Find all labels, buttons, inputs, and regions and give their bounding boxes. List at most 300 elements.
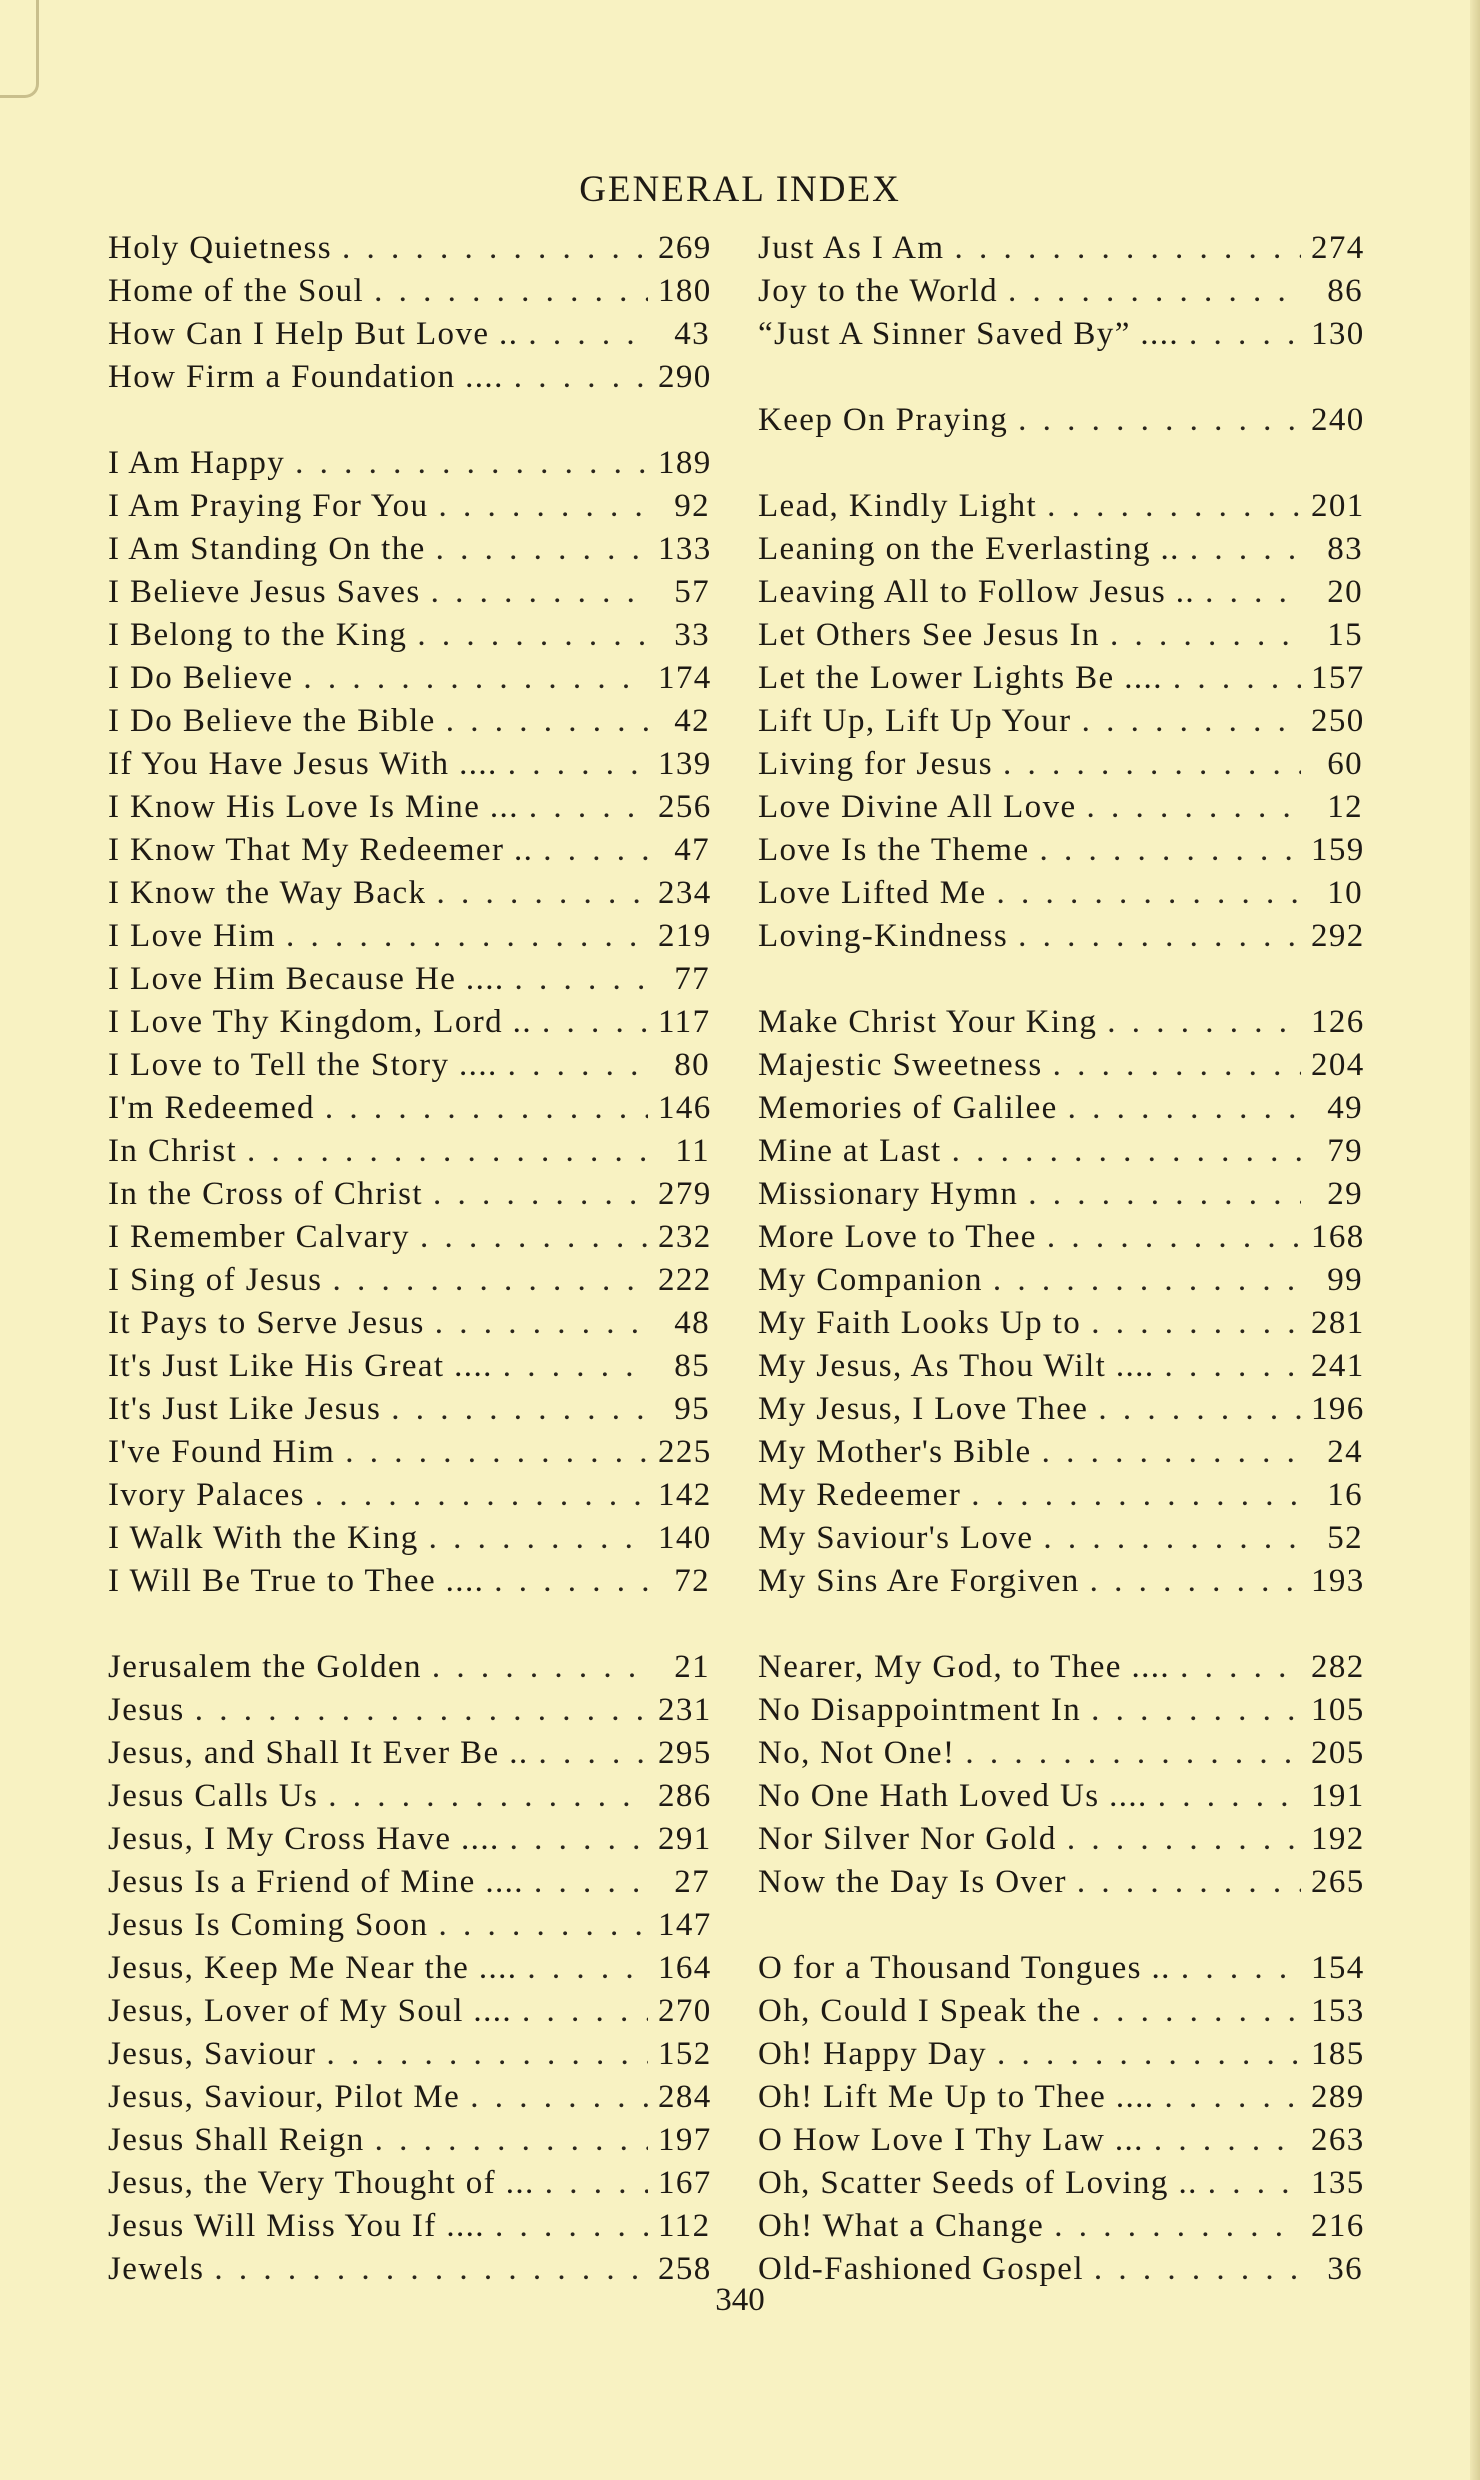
dot-leader [542, 1001, 648, 1044]
entry-title: Oh! Happy Day [758, 2036, 987, 2072]
dot-leader [954, 227, 1301, 270]
entry-page-number: 281 [1311, 1305, 1365, 1341]
entry-page-number: 157 [1311, 660, 1365, 696]
index-entry [758, 1044, 1363, 1087]
entry-title: My Faith Looks Up to [758, 1305, 1082, 1341]
entry-title: I Know the Way Back [108, 875, 427, 911]
index-entry [758, 1431, 1363, 1474]
index-entry [108, 872, 710, 915]
index-entry [758, 1388, 1363, 1431]
entry-title: I Am Standing On the [108, 531, 426, 567]
entry-page-number: 225 [658, 1434, 712, 1470]
entry-page-number: 153 [1311, 1993, 1365, 2029]
index-entry [108, 915, 710, 958]
index-column-left [108, 227, 710, 2291]
entry-title: Let the Lower Lights Be .... [758, 660, 1163, 696]
dot-leader [495, 2205, 648, 2248]
index-entry [758, 1775, 1363, 1818]
dot-leader [328, 1775, 648, 1818]
page-right-edge [1470, 0, 1480, 2480]
dot-leader [1190, 528, 1301, 571]
dot-leader [528, 313, 648, 356]
entry-title: Ivory Palaces [108, 1477, 305, 1513]
dot-leader [436, 528, 648, 571]
entry-title: No Disappointment In [758, 1692, 1082, 1728]
index-entry [758, 1517, 1363, 1560]
dot-leader [1047, 1216, 1301, 1259]
entry-title: Jesus [108, 1692, 185, 1728]
dot-leader [420, 1216, 648, 1259]
entry-title: I'm Redeemed [108, 1090, 315, 1126]
dot-leader [1068, 1087, 1301, 1130]
entry-page-number: 204 [1311, 1047, 1365, 1083]
entry-title: Jesus, Saviour [108, 2036, 317, 2072]
entry-page-number: 216 [1311, 2208, 1365, 2244]
index-entry [758, 786, 1363, 829]
dot-leader [1047, 485, 1301, 528]
entry-page-number: 99 [1327, 1262, 1363, 1298]
entry-title: Jesus Shall Reign [108, 2122, 365, 2158]
entry-page-number: 15 [1327, 617, 1363, 653]
entry-page-number: 49 [1327, 1090, 1363, 1126]
index-entry [758, 915, 1363, 958]
entry-page-number: 269 [658, 230, 712, 266]
entry-title: Love Is the Theme [758, 832, 1030, 868]
index-entry [758, 1474, 1363, 1517]
entry-title: I Am Happy [108, 445, 286, 481]
dot-leader [303, 657, 648, 700]
entry-title: Majestic Sweetness [758, 1047, 1043, 1083]
entry-title: I've Found Him [108, 1434, 336, 1470]
entry-page-number: 185 [1311, 2036, 1365, 2072]
entry-page-number: 79 [1327, 1133, 1363, 1169]
entry-title: I Will Be True to Thee .... [108, 1563, 485, 1599]
dot-leader [508, 743, 648, 786]
entry-page-number: 57 [674, 574, 710, 610]
dot-leader [446, 700, 648, 743]
entry-title: Mine at Last [758, 1133, 942, 1169]
entry-page-number: 95 [674, 1391, 710, 1427]
dot-leader [417, 614, 648, 657]
dot-leader [1082, 700, 1301, 743]
entry-page-number: 139 [658, 746, 712, 782]
entry-page-number: 72 [674, 1563, 710, 1599]
dot-leader [470, 2076, 648, 2119]
entry-title: I Love Him Because He .... [108, 961, 505, 997]
entry-page-number: 270 [658, 1993, 712, 2029]
dot-leader [332, 1259, 648, 1302]
entry-page-number: 12 [1327, 789, 1363, 825]
entry-title: No One Hath Loved Us .... [758, 1778, 1148, 1814]
index-entry [108, 1861, 710, 1904]
dot-leader [1164, 1345, 1301, 1388]
entry-page-number: 256 [658, 789, 712, 825]
index-entry [108, 743, 710, 786]
entry-page-number: 286 [658, 1778, 712, 1814]
index-entry [108, 1345, 710, 1388]
dot-leader [1164, 2076, 1301, 2119]
index-entry [758, 270, 1363, 313]
index-entry [758, 227, 1363, 270]
index-entry [108, 2076, 710, 2119]
index-entry [108, 958, 710, 1001]
entry-page-number: 289 [1311, 2079, 1365, 2115]
index-entry [758, 1216, 1363, 1259]
entry-page-number: 42 [674, 703, 710, 739]
index-entry [758, 657, 1363, 700]
dot-leader [494, 1560, 648, 1603]
entry-page-number: 231 [658, 1692, 712, 1728]
entry-page-number: 189 [658, 445, 712, 481]
index-entry [108, 227, 710, 270]
entry-title: My Sins Are Forgiven [758, 1563, 1080, 1599]
dot-leader [326, 2033, 648, 2076]
index-entry [758, 1689, 1363, 1732]
entry-title: Jesus Calls Us [108, 1778, 319, 1814]
entry-page-number: 205 [1311, 1735, 1365, 1771]
entry-title: Joy to the World [758, 273, 999, 309]
dot-leader [522, 1990, 648, 2033]
entry-title: I Belong to the King [108, 617, 408, 653]
entry-title: My Saviour's Love [758, 1520, 1034, 1556]
index-entry [108, 1517, 710, 1560]
index-entry [108, 442, 710, 485]
entry-title: Jesus, the Very Thought of ... [108, 2165, 535, 2201]
index-entry [108, 1431, 710, 1474]
index-entry [108, 1173, 710, 1216]
index-entry [758, 571, 1363, 614]
index-entry [758, 1646, 1363, 1689]
entry-page-number: 292 [1311, 918, 1365, 954]
entry-title: I Love Him [108, 918, 276, 954]
entry-page-number: 126 [1311, 1004, 1365, 1040]
entry-title: How Firm a Foundation .... [108, 359, 504, 395]
dot-leader [375, 2119, 648, 2162]
index-entry [758, 399, 1363, 442]
entry-page-number: 240 [1311, 402, 1365, 438]
entry-title: Make Christ Your King [758, 1004, 1098, 1040]
entry-title: Love Divine All Love [758, 789, 1077, 825]
dot-leader [1042, 1431, 1301, 1474]
dot-leader [952, 1130, 1301, 1173]
entry-page-number: 290 [658, 359, 712, 395]
dot-leader [965, 1732, 1301, 1775]
entry-page-number: 164 [658, 1950, 712, 1986]
index-entry [108, 1216, 710, 1259]
index-entry [108, 829, 710, 872]
entry-page-number: 24 [1327, 1434, 1363, 1470]
dot-leader [529, 786, 648, 829]
entry-page-number: 48 [674, 1305, 710, 1341]
dot-leader [1110, 614, 1301, 657]
dot-leader [345, 1431, 648, 1474]
dot-leader [1091, 1689, 1301, 1732]
entry-title: My Companion [758, 1262, 983, 1298]
entry-page-number: 135 [1311, 2165, 1365, 2201]
index-entry [758, 2162, 1363, 2205]
entry-title: My Jesus, As Thou Wilt .... [758, 1348, 1155, 1384]
dot-leader [1054, 2205, 1301, 2248]
entry-title: Nearer, My God, to Thee .... [758, 1649, 1171, 1685]
entry-page-number: 250 [1311, 703, 1365, 739]
entry-page-number: 20 [1327, 574, 1363, 610]
entry-title: I Am Praying For You [108, 488, 429, 524]
entry-page-number: 291 [658, 1821, 712, 1857]
dot-leader [1091, 1302, 1301, 1345]
entry-title: Oh, Could I Speak the [758, 1993, 1082, 2029]
entry-title: Jesus, and Shall It Ever Be .. [108, 1735, 529, 1771]
entry-title: My Jesus, I Love Thee [758, 1391, 1089, 1427]
entry-title: I Walk With the King [108, 1520, 419, 1556]
index-entry [108, 1646, 710, 1689]
entry-title: Jesus Is Coming Soon [108, 1907, 429, 1943]
dot-leader [545, 2162, 648, 2205]
index-entry [108, 1689, 710, 1732]
index-entry [108, 1001, 710, 1044]
entry-title: I Love Thy Kingdom, Lord .. [108, 1004, 532, 1040]
dot-leader [534, 1861, 648, 1904]
index-entry [108, 657, 710, 700]
dot-leader [1173, 657, 1301, 700]
dot-leader [1205, 571, 1301, 614]
index-entry [108, 1259, 710, 1302]
entry-page-number: 282 [1311, 1649, 1365, 1685]
entry-title: Holy Quietness [108, 230, 332, 266]
entry-page-number: 174 [658, 660, 712, 696]
entry-page-number: 222 [658, 1262, 712, 1298]
index-entry [108, 700, 710, 743]
entry-title: I Sing of Jesus [108, 1262, 323, 1298]
entry-title: I Know That My Redeemer .. [108, 832, 534, 868]
index-entry [108, 2119, 710, 2162]
dot-leader [993, 1259, 1301, 1302]
entry-title: Keep On Praying [758, 402, 1009, 438]
index-entry [758, 1087, 1363, 1130]
entry-title: No, Not One! [758, 1735, 956, 1771]
entry-page-number: 146 [658, 1090, 712, 1126]
page-title: GENERAL INDEX [579, 169, 901, 210]
index-entry [108, 1474, 710, 1517]
entry-title: Jesus Is a Friend of Mine .... [108, 1864, 524, 1900]
entry-page-number: 52 [1327, 1520, 1363, 1556]
dot-leader [436, 872, 648, 915]
index-entry [758, 2076, 1363, 2119]
entry-page-number: 47 [674, 832, 710, 868]
index-entry [758, 1861, 1363, 1904]
entry-title: It Pays to Serve Jesus [108, 1305, 425, 1341]
entry-page-number: 263 [1311, 2122, 1365, 2158]
entry-page-number: 43 [674, 316, 710, 352]
entry-title: O for a Thousand Tongues .. [758, 1950, 1171, 1986]
entry-page-number: 152 [658, 2036, 712, 2072]
entry-page-number: 180 [658, 273, 712, 309]
dot-leader [1018, 915, 1301, 958]
index-entry [108, 571, 710, 614]
dot-leader [195, 1689, 648, 1732]
dot-leader [1090, 1560, 1301, 1603]
entry-page-number: 154 [1311, 1950, 1365, 1986]
index-entry [758, 1259, 1363, 1302]
dot-leader [1053, 1044, 1301, 1087]
dot-leader [1098, 1388, 1301, 1431]
index-entry [108, 356, 710, 399]
entry-page-number: 265 [1311, 1864, 1365, 1900]
entry-page-number: 105 [1311, 1692, 1365, 1728]
entry-title: It's Just Like His Great .... [108, 1348, 493, 1384]
dot-leader [1018, 399, 1301, 442]
entry-page-number: 258 [658, 2251, 712, 2287]
entry-page-number: 130 [1311, 316, 1365, 352]
dot-leader [997, 872, 1301, 915]
entry-page-number: 77 [674, 961, 710, 997]
dot-leader [438, 485, 648, 528]
dot-leader [1087, 786, 1301, 829]
page-number: 340 [715, 2282, 765, 2318]
dot-leader [429, 1517, 648, 1560]
index-entry [758, 1732, 1363, 1775]
index-entry [758, 1990, 1363, 2033]
entry-title: Living for Jesus [758, 746, 994, 782]
index-entry [758, 2119, 1363, 2162]
index-entry [108, 1087, 710, 1130]
entry-page-number: 85 [674, 1348, 710, 1384]
entry-title: In the Cross of Christ [108, 1176, 423, 1212]
entry-page-number: 191 [1311, 1778, 1365, 1814]
entry-page-number: 29 [1327, 1176, 1363, 1212]
entry-page-number: 112 [658, 2208, 711, 2244]
dot-leader [286, 915, 648, 958]
entry-page-number: 201 [1311, 488, 1365, 524]
entry-title: In Christ [108, 1133, 238, 1169]
entry-page-number: 142 [658, 1477, 712, 1513]
dot-leader [997, 2033, 1301, 2076]
index-entry [758, 313, 1363, 356]
entry-page-number: 234 [658, 875, 712, 911]
index-entry [758, 1130, 1363, 1173]
entry-title: Old-Fashioned Gospel [758, 2251, 1084, 2287]
index-entry [758, 2205, 1363, 2248]
entry-page-number: 140 [658, 1520, 712, 1556]
index-entry [108, 1947, 710, 1990]
entry-page-number: 36 [1327, 2251, 1363, 2287]
entry-page-number: 117 [658, 1004, 711, 1040]
entry-title: My Redeemer [758, 1477, 962, 1513]
index-entry [108, 2033, 710, 2076]
index-entry [758, 872, 1363, 915]
dot-leader [543, 829, 648, 872]
entry-title: More Love to Thee [758, 1219, 1037, 1255]
index-entry [108, 1732, 710, 1775]
entry-title: Lead, Kindly Light [758, 488, 1038, 524]
entry-page-number: 21 [674, 1649, 710, 1685]
index-entry [758, 528, 1363, 571]
entry-title: Oh! What a Change [758, 2208, 1045, 2244]
index-entry [108, 1302, 710, 1345]
entry-page-number: 159 [1311, 832, 1365, 868]
index-column-right [758, 227, 1363, 2291]
entry-title: Jesus, Lover of My Soul .... [108, 1993, 513, 2029]
entry-title: Jesus Will Miss You If .... [108, 2208, 485, 2244]
entry-title: Now the Day Is Over [758, 1864, 1067, 1900]
entry-title: Missionary Hymn [758, 1176, 1019, 1212]
dot-leader [325, 1087, 648, 1130]
index-entry [758, 1818, 1363, 1861]
entry-page-number: 147 [658, 1907, 712, 1943]
dot-leader [971, 1474, 1301, 1517]
entry-title: How Can I Help But Love .. [108, 316, 519, 352]
dot-leader [1040, 829, 1301, 872]
entry-page-number: 219 [658, 918, 712, 954]
entry-page-number: 60 [1327, 746, 1363, 782]
entry-title: “Just A Sinner Saved By” .... [758, 316, 1180, 352]
index-entry [108, 1560, 710, 1603]
entry-page-number: 284 [658, 2079, 712, 2115]
entry-title: Just As I Am [758, 230, 945, 266]
index-entry [758, 614, 1363, 657]
dot-leader [1180, 1646, 1301, 1689]
dot-leader [374, 270, 648, 313]
entry-page-number: 279 [658, 1176, 712, 1212]
entry-title: Oh! Lift Me Up to Thee .... [758, 2079, 1155, 2115]
entry-title: I Do Believe [108, 660, 294, 696]
dot-leader [1077, 1861, 1301, 1904]
dot-leader [514, 356, 648, 399]
entry-page-number: 241 [1311, 1348, 1365, 1384]
dot-leader [433, 1173, 648, 1216]
entry-title: It's Just Like Jesus [108, 1391, 382, 1427]
entry-title: Jesus, I My Cross Have .... [108, 1821, 500, 1857]
entry-page-number: 167 [658, 2165, 712, 2201]
entry-page-number: 11 [675, 1133, 710, 1169]
dot-leader [431, 571, 648, 614]
index-entry [758, 1173, 1363, 1216]
entry-title: Jesus, Saviour, Pilot Me [108, 2079, 461, 2115]
entry-title: Love Lifted Me [758, 875, 987, 911]
entry-page-number: 33 [674, 617, 710, 653]
entry-title: Jerusalem the Golden [108, 1649, 422, 1685]
index-entry [108, 2162, 710, 2205]
entry-title: Memories of Galilee [758, 1090, 1058, 1126]
dot-leader [315, 1474, 648, 1517]
dot-leader [247, 1130, 648, 1173]
entry-page-number: 27 [674, 1864, 710, 1900]
dot-leader [1189, 313, 1301, 356]
entry-title: I Remember Calvary [108, 1219, 410, 1255]
index-entry [758, 2033, 1363, 2076]
index-entry [758, 1001, 1363, 1044]
index-entry [108, 270, 710, 313]
dot-leader [1208, 2162, 1301, 2205]
entry-title: I Do Believe the Bible [108, 703, 436, 739]
entry-title: If You Have Jesus With .... [108, 746, 498, 782]
index-entry [108, 313, 710, 356]
dot-leader [1107, 1001, 1301, 1044]
entry-title: Oh, Scatter Seeds of Loving .. [758, 2165, 1198, 2201]
entry-title: Jesus, Keep Me Near the .... [108, 1950, 518, 1986]
entry-title: Lift Up, Lift Up Your [758, 703, 1072, 739]
entry-page-number: 295 [658, 1735, 712, 1771]
dot-leader [508, 1044, 648, 1087]
entry-title: O How Love I Thy Law ... [758, 2122, 1144, 2158]
index-entry [758, 485, 1363, 528]
entry-title: Leaning on the Everlasting .. [758, 531, 1180, 567]
index-entry [758, 1947, 1363, 1990]
dot-leader [1092, 1990, 1301, 2033]
index-entry [758, 700, 1363, 743]
entry-page-number: 274 [1311, 230, 1365, 266]
dot-leader [1067, 1818, 1301, 1861]
entry-title: Home of the Soul [108, 273, 365, 309]
